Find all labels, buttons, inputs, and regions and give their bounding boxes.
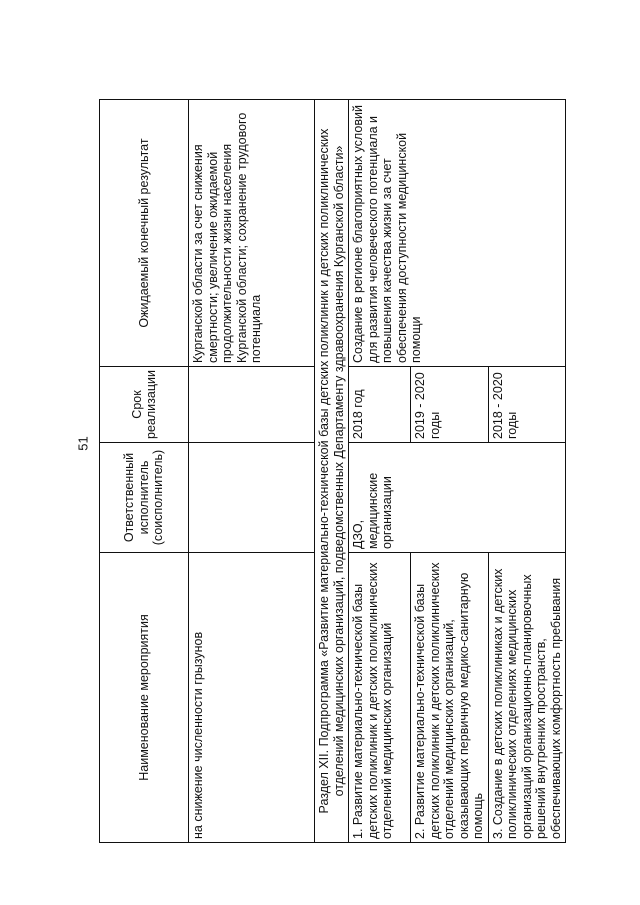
section-row <box>315 100 349 843</box>
row-3-term: 2018 - 2020 годы <box>488 367 566 443</box>
header-term: Срок реализации <box>100 367 189 443</box>
row-prev-executor <box>189 443 315 553</box>
table-row <box>349 100 411 843</box>
table-row <box>189 100 315 843</box>
row-1-executor: ДЗО, медицинские организации <box>349 443 566 553</box>
row-prev-name: на снижение численности грызунов <box>189 553 315 843</box>
table-header-row <box>100 100 189 843</box>
header-executor: Ответственный исполнитель (соисполнитель) <box>100 443 189 553</box>
rotated-page-content <box>99 100 593 843</box>
row-2-name: 2. Развитие материально-технической базы детских поликлиник и детских поликлинических отделений медицинских организаций, оказывающих первичную медико-санитарную помощь <box>411 553 489 843</box>
page-number: 51 <box>75 436 91 451</box>
row-2-term: 2019 - 2020 годы <box>411 367 489 443</box>
row-1-term: 2018 год <box>349 367 411 443</box>
row-1-result: Создание в регионе благоприятных условий для развития человеческого потенциала и повышения качества жизни за счет обеспечения доступности медицинской помощи <box>349 100 566 367</box>
measures-table <box>99 99 566 843</box>
row-prev-result: Курганской области за счет снижения смертности; увеличение ожидаемой продолжительности жизни населения Курганской области; сохранение трудового потенциала <box>189 100 315 367</box>
header-result: Ожидаемый конечный результат <box>100 100 189 367</box>
row-3-name: 3. Создание в детских поликлиниках и детских поликлинических отделениях медицинских организаций организационно-планировочных решений внутренних пространств, обеспечивающих комфортность пребывания <box>488 553 566 843</box>
section-title: Раздел XII. Подпрограмма «Развитие материально-технической базы детских поликлиник и детских поликлинических отделений медицинских организаций, подведомственных Департаменту здравоохранения Курганской области» <box>315 100 349 843</box>
header-name: Наименование мероприятия <box>100 553 189 843</box>
row-prev-term <box>189 367 315 443</box>
row-1-name: 1. Развитие материально-технической базы детских поликлиник и детских поликлинических отделений медицинских организаций <box>349 553 411 843</box>
